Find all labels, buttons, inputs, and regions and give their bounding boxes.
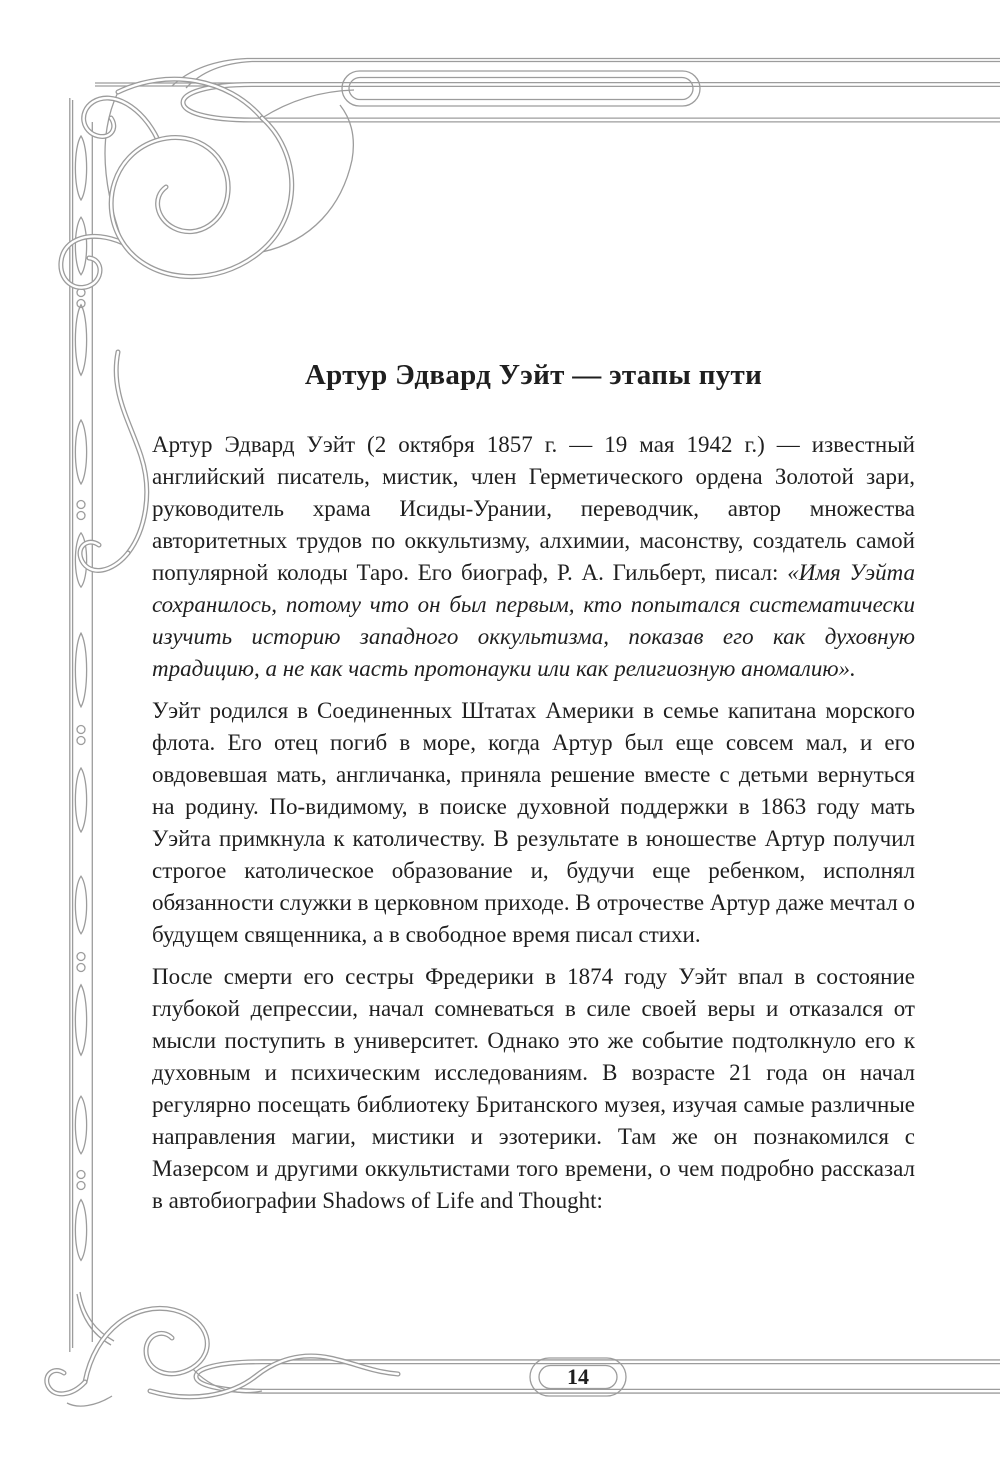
body-paragraph	[152, 961, 915, 1217]
quotation-italic: «Имя Уэйта сохранилось, потому что он был первым, кто попытался систематически изучить историю западного оккультизма, показав его как духовную традицию, а не как часть протонауки или как религиозную аномалию».	[152, 560, 915, 681]
top-border-rules	[95, 59, 1000, 121]
body-paragraph	[152, 695, 915, 951]
body-paragraph	[152, 429, 915, 685]
paragraph-text: Артур Эдвард Уэйт (2 октября 1857 г. — 19 мая 1942 г.) — известный английский писатель, мистик, член Герметического ордена Золотой зари, руководитель храма Исиды-Урании, переводчик, автор множества авторитетных трудов по оккультизму, алхимии, масонству, создатель самой популярной колоды Таро. Его биограф, Р. А. Гильберт, писал:	[152, 432, 915, 585]
paragraph-text: После смерти его сестры Фредерики в 1874 году Уэйт впал в состояние глубокой депрессии, начал сомневаться в силе своей веры и отказался от мысли поступить в университет. Однако это же событие подтолкнуло его к духовным и психическим исследованиям. В возрасте 21 года он начал регулярно посещать библиотеку Британского музея, изучая самые различные направления магии, мистики и эзотерики. Там же он познакомился с Мазерсом и другими оккультистами того времени, о чем подробно рассказал в автобиографии Shadows of Life and Thought:	[152, 964, 915, 1213]
left-border-leaf-chain	[75, 136, 86, 1260]
chapter-title: Артур Эдвард Уэйт — этапы пути	[304, 359, 763, 391]
paragraph-text: Уэйт родился в Соединенных Штатах Америки в семье капитана морского флота. Его отец погиб в море, когда Артур был еще совсем мал, и его овдовевшая мать, англичанка, приняла решение вместе с детьми вернуться на родину. По-видимому, в поиске духовной поддержки в 1863 году мать Уэйта примкнула к католичеству. В результате в юношестве Артур получил строгое католическое образование и, будучи еще ребенком, исполнял обязанности служки в церковном приходе. В отрочестве Артур даже мечтал о будущем священника, а в свободное время писал стихи.	[152, 698, 915, 947]
text-column	[152, 354, 915, 1227]
page-number: 14	[567, 1364, 589, 1389]
